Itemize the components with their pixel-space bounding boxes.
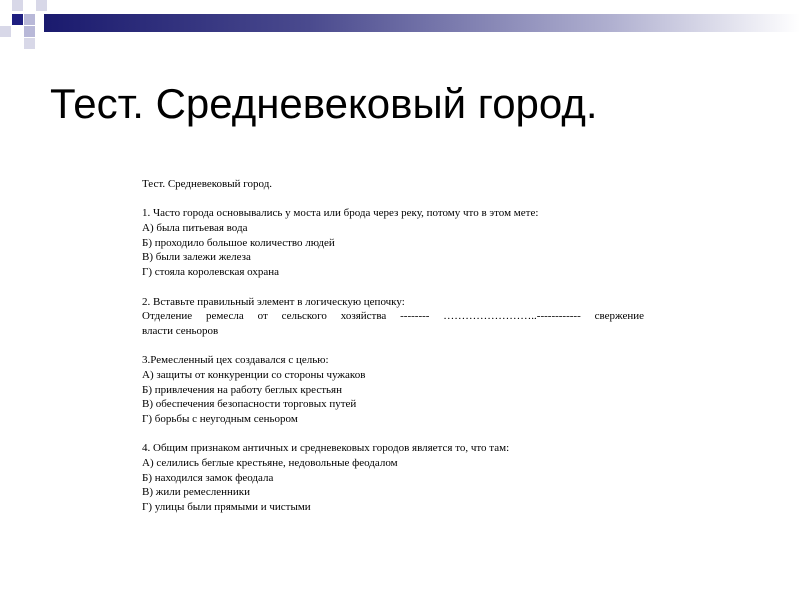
deco-square	[0, 26, 11, 37]
deco-square	[12, 14, 23, 25]
q4-option-c: В) жили ремесленники	[142, 486, 251, 499]
question-3: 3.Ремесленный цех создавался с целью:	[142, 354, 329, 367]
test-document	[142, 177, 662, 515]
q1-option-b: Б) проходило большое количество людей	[142, 236, 335, 249]
spacer	[142, 427, 662, 442]
q4-option-a: А) селились беглые крестьяне, недовольные феодалом	[142, 457, 398, 470]
header-decoration	[0, 0, 800, 50]
q4-option-d: Г) улицы были прямыми и чистыми	[142, 501, 311, 514]
deco-square	[24, 14, 35, 25]
q4-option-b: Б) находился замок феодала	[142, 471, 274, 484]
document-heading: Тест. Средневековый город.	[142, 178, 273, 190]
q1-option-c: В) были залежи железа	[142, 251, 251, 264]
spacer	[142, 339, 662, 354]
question-4: 4. Общим признаком античных и средневековых городов является то, что там:	[142, 442, 510, 455]
slide-title: Тест. Средневековый город.	[50, 80, 598, 127]
spacer	[142, 280, 662, 295]
question-2: 2. Вставьте правильный элемент в логическую цепочку:	[142, 295, 405, 308]
gradient-band	[0, 0, 800, 50]
spacer	[142, 192, 662, 207]
q1-option-d: Г) стояла королевская охрана	[142, 266, 280, 279]
deco-square	[12, 0, 23, 11]
q3-option-b: Б) привлечения на работу беглых крестьян	[142, 383, 342, 396]
q2-chain-line-2: власти сеньоров	[142, 324, 219, 337]
q2-chain-line-1: Отделение ремесла от сельского хозяйства -------- ……………………..------------ свержение	[142, 310, 644, 323]
question-1: 1. Часто города основывались у моста или брода через реку, потому что в этом мете:	[142, 207, 539, 220]
q3-option-d: Г) борьбы с неугодным сеньором	[142, 413, 298, 425]
q3-option-a: А) защиты от конкуренции со стороны чужаков	[142, 368, 366, 381]
q3-option-c: В) обеспечения безопасности торговых путей	[142, 398, 357, 411]
deco-square	[24, 38, 35, 49]
q1-option-a: А) была питьевая вода	[142, 222, 248, 235]
deco-square	[24, 26, 35, 37]
deco-square	[36, 0, 47, 11]
